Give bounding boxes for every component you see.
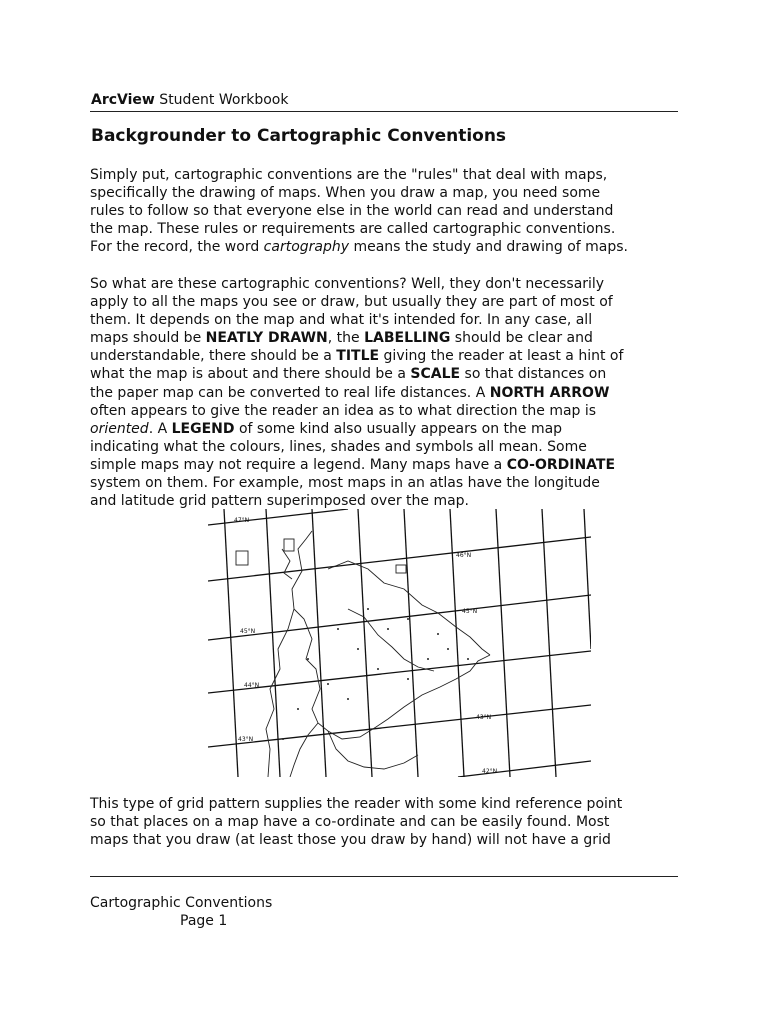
latitude-line [208,509,348,525]
text-line [90,329,690,347]
lat-label: 46°N [456,552,472,559]
latitude-line [208,705,591,747]
text-line: rules to follow so that everyone else in the world can read and understand [90,203,614,220]
keyword-neatly-drawn: NEATLY DRAWN [205,330,328,347]
lat-label: 47°N [234,517,250,524]
text-line: the map. These rules or requirements are called cartographic conventions. [90,221,616,238]
text-line: Simply put, cartographic conventions are the "rules" that deal with maps, [90,167,608,183]
text-span: understandable, there should be a [90,348,337,365]
map-dot [407,618,409,620]
text-line: and latitude grid pattern superimposed over the map. [90,493,470,510]
map-dot [377,668,379,670]
map-dot [367,608,369,610]
keyword-title: TITLE [336,348,380,365]
text-line: So what are these cartographic conventions? Well, they don't necessarily [90,276,605,292]
lat-label: 44°N [244,682,260,689]
paragraph-conventions [90,275,690,510]
map-feature [396,565,406,573]
keyword-labelling: LABELLING [364,330,451,347]
map-dot [447,648,449,650]
longitude-line [266,509,280,777]
text-line [90,420,690,438]
header-rule [90,111,678,112]
text-line: specifically the drawing of maps. When you draw a map, you need some [90,185,601,202]
lat-label: 43°N [238,736,254,743]
map-dot [282,738,284,740]
brand-name: ArcView [91,92,155,108]
map-dot [407,678,409,680]
latitude-line [208,651,591,693]
footer-title: Cartographic Conventions [90,895,273,911]
longitude-line [584,509,591,649]
longitude-line [312,509,326,777]
map-dot [427,658,429,660]
map-dot [297,708,299,710]
text-line: often appears to give the reader an idea as to what direction the map is [90,402,597,419]
text-line: them. It depends on the map and what it's intended for. In any case, all [90,312,593,329]
text-span: simple maps may not require a legend. Many maps have a [90,456,507,473]
emphasis-cartography: cartography [263,239,350,256]
paragraph-intro [90,166,690,256]
text-span: so that distances on [460,366,607,383]
keyword-scale: SCALE [410,366,461,383]
coastline [266,531,490,777]
text-line: maps that you draw (at least those you draw by hand) will not have a grid [90,832,611,849]
text-span: what the map is about and there should be a [90,366,411,383]
map-dot [357,648,359,650]
text-span: For the record, the word [90,239,264,256]
footer-rule [90,876,678,877]
text-line: apply to all the maps you see or draw, but usually they are part of most of [90,294,613,311]
text-span: the paper map can be converted to real life distances. A [90,384,490,401]
longitude-line [496,509,510,777]
longitude-lines [224,509,591,777]
map-dot [327,683,329,685]
text-line [90,347,690,365]
map-dot [387,628,389,630]
map-dot [337,628,339,630]
text-line [90,365,690,383]
grid-map-figure [208,509,591,777]
text-line [90,238,690,256]
map-feature [284,539,294,551]
text-span: giving the reader at least a hint of [379,348,624,365]
map-dot [307,658,309,660]
text-line [90,456,690,474]
map-dot [437,633,439,635]
text-line: This type of grid pattern supplies the reader with some kind reference point [90,796,623,812]
text-line: so that places on a map have a co-ordinate and can be easily found. Most [90,814,610,831]
latitude-line [208,537,591,581]
keyword-north-arrow: NORTH ARROW [489,384,610,401]
lat-label: 45°N [240,628,256,635]
map-dot [467,658,469,660]
emphasis-oriented: oriented [90,420,149,437]
coastline-path [290,723,318,777]
map-feature [236,551,248,565]
text-span: . A [148,420,172,437]
latitude-line [458,761,591,777]
text-span: means the study and drawing of maps. [349,239,628,256]
longitude-line [542,509,556,777]
lat-label: 45°N [462,608,478,615]
page-title: Backgrounder to Cartographic Conventions [91,126,507,146]
text-line [90,384,690,402]
page-number: Page 1 [180,913,228,929]
grid-map-svg [208,509,591,777]
text-span: of some kind also usually appears on the map [234,420,563,437]
text-span: maps should be [90,330,206,347]
header-subtitle: Student Workbook [154,92,289,108]
lat-label: 43°N [476,714,492,721]
keyword-co-ordinate: CO-ORDINATE [506,456,616,473]
latitude-lines [208,509,591,777]
longitude-line [404,509,418,777]
paragraph-grid-pattern [90,795,690,849]
longitude-line [224,509,238,777]
coastline-path [328,731,418,769]
latitude-line [208,595,591,640]
lat-label: 42°N [482,768,498,775]
text-span: , the [327,330,365,347]
map-dot [347,698,349,700]
text-line: system on them. For example, most maps in an atlas have the longitude [90,475,600,492]
text-line: indicating what the colours, lines, shades and symbols all mean. Some [90,438,587,455]
workbook-header [91,92,288,108]
text-span: should be clear and [450,330,593,347]
keyword-legend: LEGEND [171,420,235,437]
longitude-line [450,509,464,777]
coastline-path [282,549,292,579]
